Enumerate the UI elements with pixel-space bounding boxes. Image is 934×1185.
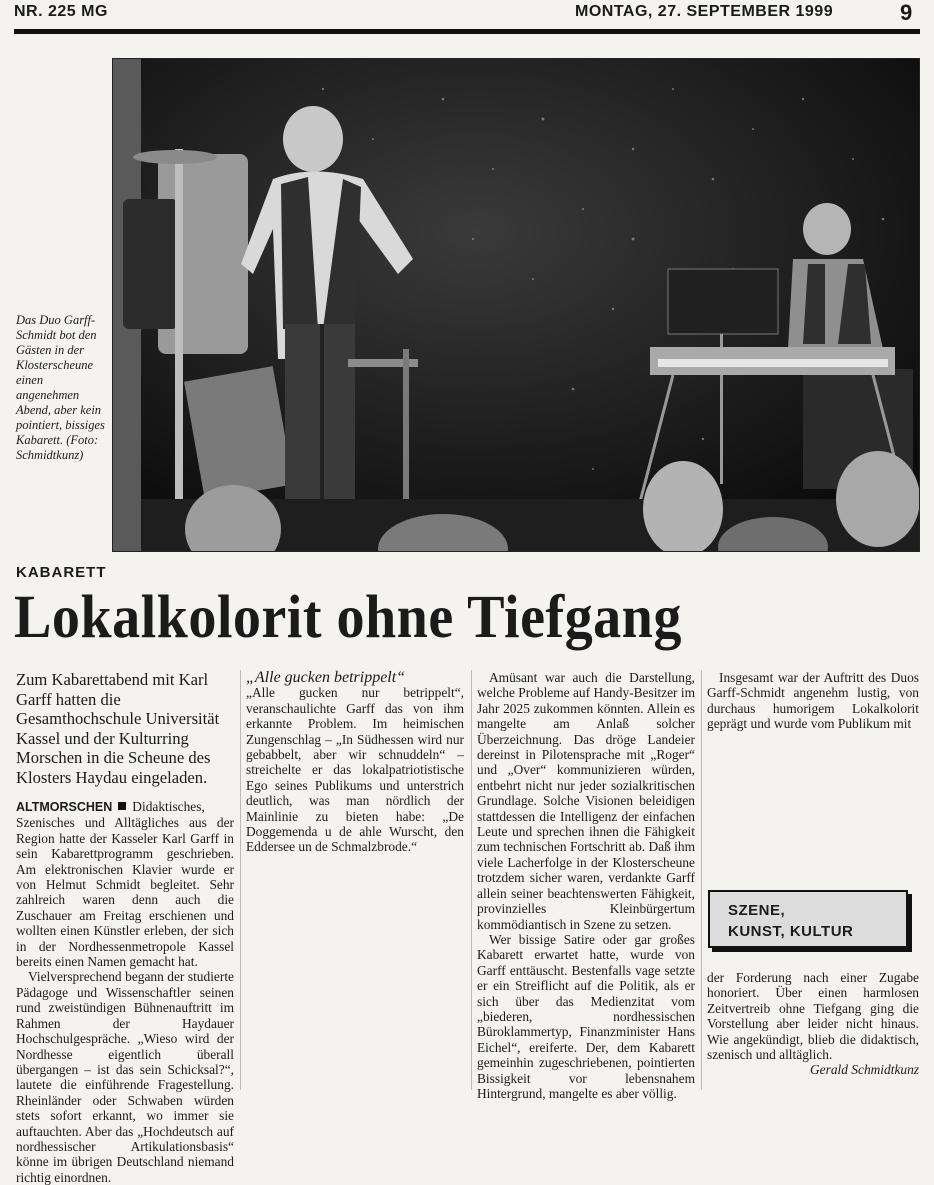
article-column-4-continued [707,970,919,1078]
stage-photo [112,58,920,552]
column-divider [701,670,702,1090]
article-paragraph [16,799,234,969]
publication-date: MONTAG, 27. SEPTEMBER 1999 [575,3,834,20]
article-lead: Zum Kabarettabend mit Karl Garff hatten die Gesamthochschule Universität Kassel und der Kulturring Morschen in die Scheune des Klosters Haydau eingeladen. [16,670,220,787]
article-paragraph: Vielversprechend begann der studierte Pädagoge und Wissenschaftler seinen rund zweistündigen Bühnenauftritt im Rahmen der Haydauer Hochschulgespräche. „Wieso wird der Nordhesse eigentlich überall übergangen – ist das sein Schicksal?“, lautete die einführende Fragestellung. Rheinländer oder Schwaben würden stets sofort erkannt, wo immer sie auftauchten. Aber das „Hochdeutsch auf nordhessischer Artikulationsbasis“ könne im übrigen Deutschland niemand richtig einordnen. [16,969,234,1185]
section-box-line-2: KUNST, KULTUR [728,923,854,940]
article-column-4 [707,670,919,732]
article-column-3 [477,670,695,1101]
section-kicker: KABARETT [16,564,107,581]
article-paragraph: Amüsant war auch die Darstellung, welche Probleme auf Handy-Besitzer im Jahr 2025 zukommen könnten. Allein es mangelte am Anlaß solcher Überzeichnung. Das dröge Landeier dereinst in Pilotensprache mit „Roger“ und „Over“ kommunizieren würden, entbehrt nicht nur jeder sozialkritischen Grundlage. Solche Visionen beleidigen stattdessen die Intelligenz der einfachen Leute und sprechen ihnen die Fähigkeit zum technischen Fortschritt ab. Daß ihm viele Lacherfolge in der Klosterscheune trotzdem sicher waren, verdankte Garff allein seiner beachtenswerten Fähigkeit, provinzielles Kleinbürgertum kommödiantisch in Szene zu setzen. [477,670,695,932]
column-divider [471,670,472,1090]
issue-number: NR. 225 MG [14,3,108,20]
article-paragraph: Insgesamt war der Auftritt des Duos Garff-Schmidt angenehm lustig, von durchaus humorigem Lokalkolorit geprägt und wurde vom Publikum mit [707,670,919,732]
dateline: ALTMORSCHEN [16,800,113,814]
page-number: 9 [900,0,913,25]
photo-caption: Das Duo Garff-Schmidt bot den Gästen in der Klosterscheune einen angenehmen Abend, aber kein pointiert, bissiges Kabarett. (Foto: Schmidtkunz) [16,313,105,462]
headline: Lokalkolorit ohne Tiefgang [14,584,682,651]
column-divider [240,670,241,1090]
stage-photo-image [113,59,919,551]
article-column-1 [16,670,234,1185]
article-column-2 [246,670,464,855]
article-paragraph: „Alle gucken nur betrippelt“, veranschaulichte Garff das von ihm erkannte Problem. Im heimischen Zungenschlag – „In Südhessen wird nur gebabbelt, aber wir schnuddeln“ – streichelte er das lokalpatriotistische Ego seines Publikums und unterstrich deutlich, was man nördlich der Mainlinie zu bieten habe: „De Doggemenda u de ahle Wurscht, den Eddersee un de Schmalzbrode.“ [246,685,464,855]
dateline-square-icon [118,802,126,810]
author-byline: Gerald Schmidtkunz [810,1062,919,1078]
section-box [708,890,908,948]
article-paragraph: Wer bissige Satire oder gar großes Kabarett erwartet hatte, wurde von Garff enttäuscht. Bestenfalls vage setzte er ein Streiflicht auf die Politik, als er sich über das Medienzitat vom „biederen, nordhessischen Büroklammertyp, Finanzminister Hans Eichel“, ereiferte. Der, dem Kabarett gemeinhin zugeschriebenen, pointierten Bissigkeit vor lebensnahem Hintergrund, mangelte es aber völlig. [477,931,695,1101]
section-box-line-1: SZENE, [728,902,786,919]
paragraph-text: Didaktisches, Szenisches und Alltägliches aus der Region hatte der Kasseler Karl Garff in sein Kabarettprogramm geschrieben. Am elektronischen Klavier wurde er von Helmut Schmidt begleitet. Sehr zahlreich waren denn auch die Zuschauer am Freitag erschienen und wollten einen Künstler erleben, der sich in der Nordhessenmetropole Kassel bereits einen Namen gemacht hat. [16,799,234,970]
header-rule [14,29,920,34]
article-subhead: „Alle gucken betrippelt“ [246,669,406,686]
article-paragraph: der Forderung nach einer Zugabe honoriert. Über einen harmlosen Zeitvertreib ohne Tiefgang ging die Vorstellung aber leider nicht hinaus. Wie angekündigt, blieb die didaktisch, szenisch und alltäglich. [707,970,919,1063]
